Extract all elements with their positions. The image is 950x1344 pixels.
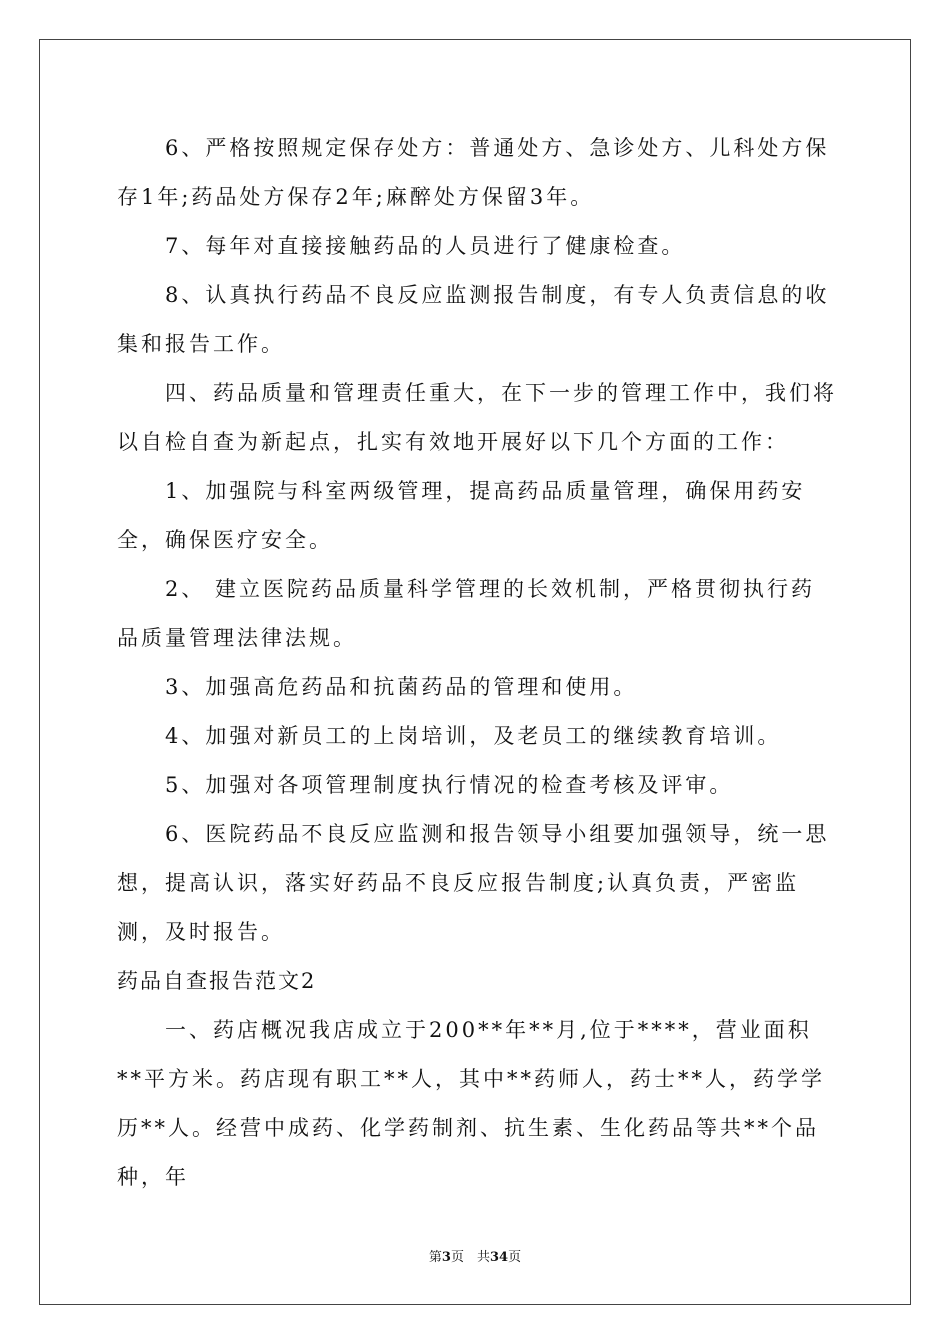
footer-page-number: 3 [441, 1250, 451, 1265]
paragraph-item-6-prescriptions: 6、严格按照规定保存处方：普通处方、急诊处方、儿科处方保存1年;药品处方保存2年;麻醉处方保留3年。 [117, 136, 830, 209]
paragraph-store-overview: 一、药店概况我店成立于200**年**月,位于****，营业面积**平方米。药店现有职工**人，其中**药师人，药士**人，药学学历**人。经营中成药、化学药制剂、抗生素、生化药品等共**个品种，年 [117, 1018, 825, 1189]
footer-total-pages: 34 [489, 1250, 509, 1265]
paragraph-plan-3: 3、加强高危药品和抗菌药品的管理和使用。 [165, 675, 638, 699]
section-heading: 药品自查报告范文2 [117, 969, 317, 993]
footer-mid: 页 共 [450, 1250, 490, 1265]
paragraph-item-7-health-check: 7、每年对直接接触药品的人员进行了健康检查。 [165, 234, 686, 258]
paragraph-plan-6: 6、医院药品不良反应监测和报告领导小组要加强领导，统一思想，提高认识，落实好药品不良反应报告制度;认真负责，严密监测，及时报告。 [117, 822, 830, 944]
footer-suffix: 页 [508, 1250, 522, 1265]
footer-prefix: 第 [428, 1250, 442, 1265]
paragraph-plan-5: 5、加强对各项管理制度执行情况的检查考核及评审。 [165, 773, 734, 797]
paragraph-plan-4: 4、加强对新员工的上岗培训，及老员工的继续教育培训。 [165, 724, 782, 748]
paragraph-item-8-adr-reporting: 8、认真执行药品不良反应监测报告制度，有专人负责信息的收集和报告工作。 [117, 283, 830, 356]
paragraph-plan-1: 1、加强院与科室两级管理，提高药品质量管理，确保用药安全，确保医疗安全。 [117, 479, 806, 552]
paragraph-plan-2: 2、 建立医院药品质量科学管理的长效机制，严格贯彻执行药品质量管理法律法规。 [117, 577, 816, 650]
paragraph-section-four: 四、药品质量和管理责任重大，在下一步的管理工作中，我们将以自检自查为新起点，扎实有效地开展好以下几个方面的工作： [117, 381, 837, 454]
page-footer [0, 1246, 950, 1265]
document-body [117, 124, 837, 1202]
